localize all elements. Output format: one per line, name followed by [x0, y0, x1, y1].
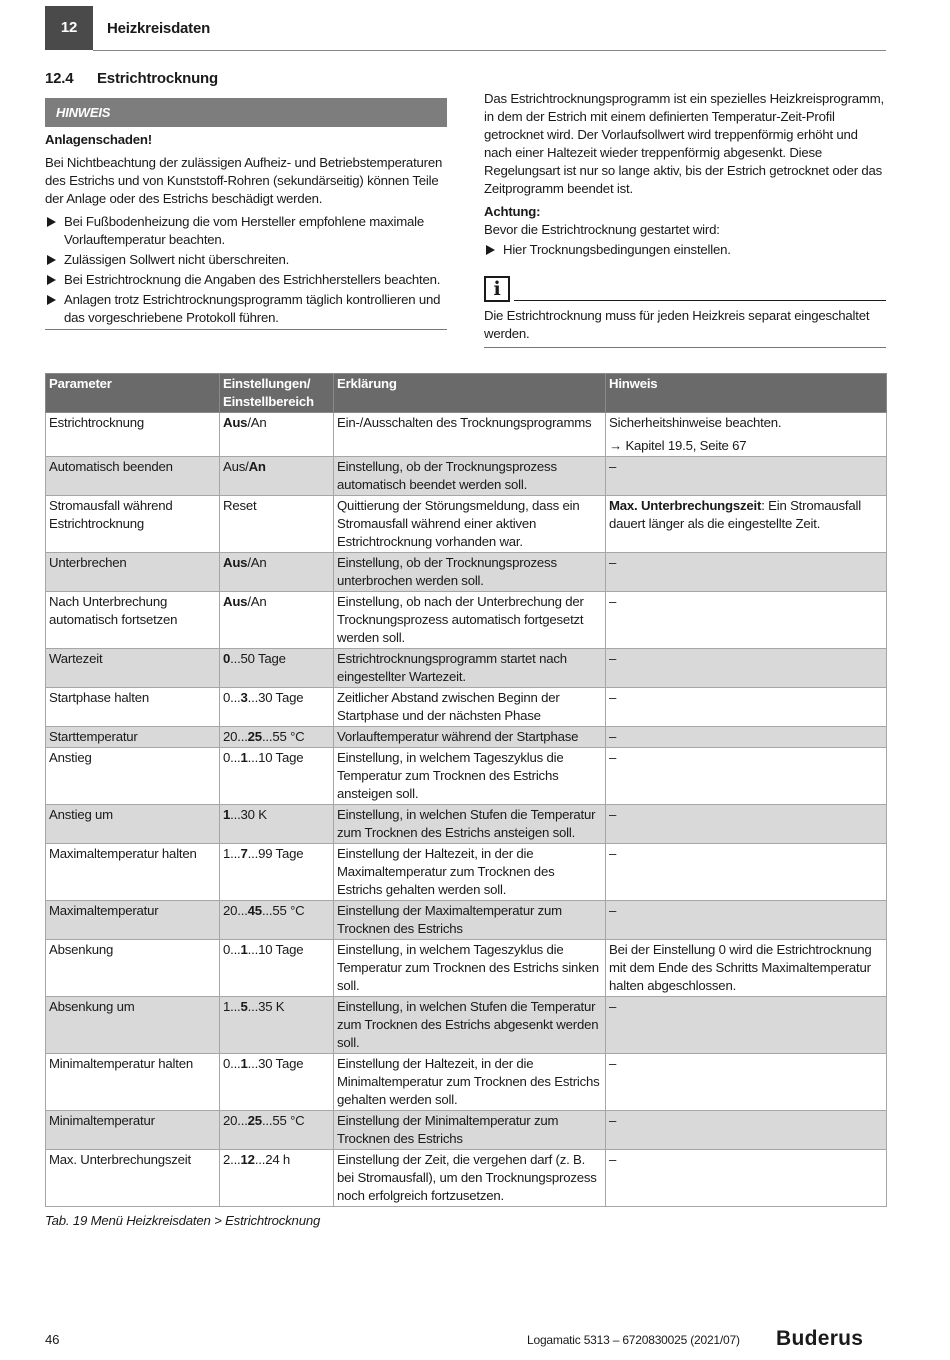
note-text: – — [609, 459, 617, 474]
cell-note — [606, 997, 887, 1054]
cell-explanation — [334, 901, 606, 940]
explanation-text: Einstellung, ob nach der Unterbrechung der Trocknungsprozess automatisch fortgesetzt werden soll. — [337, 594, 584, 645]
cell-note — [606, 649, 887, 688]
bullet-triangle-icon — [47, 217, 56, 227]
attention-bullets — [484, 241, 886, 259]
table-caption: Tab. 19 Menü Heizkreisdaten > Estrichtrocknung — [45, 1213, 321, 1228]
parameter-text: Absenkung — [49, 942, 114, 957]
setting-suffix: ...24 h — [254, 1152, 291, 1167]
cell-explanation — [334, 805, 606, 844]
cell-explanation — [334, 592, 606, 649]
table-row — [46, 901, 887, 940]
cell-note — [606, 901, 887, 940]
cell-explanation — [334, 496, 606, 553]
intro-text: Das Estrichtrocknungsprogramm ist ein spezielles Heizkreisprogramm, in dem der Estrich mit einem definierten Temperatur-Zeit-Profil getrocknet wird. Der Vorlaufsollwert wird treppenförmig erhöht und nach einer Haltezeit wieder treppenförmig abgesenkt. Diese Regelungsart ist nur so lange aktiv, bis der Estrich getrocknet oder das Zeitprogramm beendet ist. — [484, 91, 884, 196]
chapter-title: Heizkreisdaten — [107, 20, 211, 37]
note-emphasis: Max. Unterbrechungszeit — [609, 498, 762, 513]
cell-setting — [220, 496, 334, 553]
document-id: Logamatic 5313 – 6720830025 (2021/07) — [527, 1333, 740, 1347]
parameter-text: Startphase halten — [49, 690, 149, 705]
setting-prefix: 0... — [223, 690, 241, 705]
note-text: – — [609, 651, 617, 666]
setting-default: 5 — [240, 999, 248, 1014]
explanation-text: Einstellung, in welchen Stufen die Temperatur zum Trocknen des Estrichs ansteigen soll. — [337, 807, 596, 840]
explanation-text: Einstellung, ob der Trocknungsprozess automatisch beendet werden soll. — [337, 459, 557, 492]
setting-default: 45 — [247, 903, 262, 918]
cell-setting — [220, 844, 334, 901]
cell-parameter — [46, 688, 220, 727]
parameter-table — [45, 373, 887, 1207]
cell-parameter — [46, 457, 220, 496]
cell-setting — [220, 1111, 334, 1150]
table-row — [46, 457, 887, 496]
explanation-text: Einstellung der Haltezeit, in der die Maximaltemperatur zum Trocknen des Estrichs gehalten werden soll. — [337, 846, 555, 897]
cell-setting — [220, 553, 334, 592]
notice-bullet — [45, 251, 447, 269]
parameter-text: Maximaltemperatur halten — [49, 846, 197, 861]
info-icon: i — [484, 276, 510, 302]
cell-note — [606, 805, 887, 844]
cell-note — [606, 1054, 887, 1111]
setting-suffix: ...35 K — [247, 999, 285, 1014]
setting-suffix: ...10 Tage — [247, 942, 304, 957]
cell-parameter — [46, 592, 220, 649]
setting-prefix: Aus/ — [223, 459, 249, 474]
parameter-text: Nach Unterbrechung automatisch fortsetzen — [49, 594, 178, 627]
attention-title: Achtung: — [484, 204, 541, 219]
parameter-text: Minimaltemperatur — [49, 1113, 155, 1128]
cell-setting — [220, 940, 334, 997]
notice-block — [45, 128, 447, 329]
parameter-text: Max. Unterbrechungszeit — [49, 1152, 191, 1167]
parameter-text: Unterbrechen — [49, 555, 127, 570]
table-row — [46, 805, 887, 844]
setting-suffix: /An — [247, 415, 267, 430]
explanation-text: Vorlauftemperatur während der Startphase — [337, 729, 579, 744]
parameter-text: Starttemperatur — [49, 729, 138, 744]
notice-bullet — [45, 213, 447, 249]
info-text: Die Estrichtrocknung muss für jeden Heizkreis separat eingeschaltet werden. — [484, 308, 870, 341]
cell-parameter — [46, 940, 220, 997]
note-text: – — [609, 903, 617, 918]
note-text: – — [609, 846, 617, 861]
note-text: – — [609, 1113, 617, 1128]
table-body — [46, 413, 887, 1207]
cell-setting — [220, 997, 334, 1054]
parameter-text: Maximaltemperatur — [49, 903, 159, 918]
setting-prefix: 2... — [223, 1152, 241, 1167]
explanation-text: Estrichtrocknungsprogramm startet nach eingestellter Wartezeit. — [337, 651, 567, 684]
cell-explanation — [334, 553, 606, 592]
notice-label: HINWEIS — [45, 98, 447, 127]
explanation-text: Einstellung, in welchem Tageszyklus die Temperatur zum Trocknen des Estrichs ansteigen soll. — [337, 750, 564, 801]
parameter-text: Wartezeit — [49, 651, 103, 666]
cell-setting — [220, 688, 334, 727]
cell-explanation — [334, 997, 606, 1054]
table-row — [46, 748, 887, 805]
cell-parameter — [46, 997, 220, 1054]
setting-default: Aus — [223, 594, 248, 609]
table-row — [46, 592, 887, 649]
cell-note — [606, 844, 887, 901]
cell-explanation — [334, 1150, 606, 1207]
info-rule-bottom — [484, 347, 886, 348]
note-text: – — [609, 555, 617, 570]
cell-setting — [220, 1054, 334, 1111]
cell-explanation — [334, 1054, 606, 1111]
cell-explanation — [334, 940, 606, 997]
buderus-logo: Buderus — [776, 1327, 864, 1350]
note-text: – — [609, 1152, 617, 1167]
note-text: : Ein Stromausfall dauert länger als die eingestellte Zeit. — [609, 498, 861, 531]
table-row — [46, 1111, 887, 1150]
note-text: – — [609, 1056, 617, 1071]
note-text: – — [609, 594, 617, 609]
explanation-text: Zeitlicher Abstand zwischen Beginn der Startphase und der nächsten Phase — [337, 690, 560, 723]
attention-bullet-text: Hier Trocknungsbedingungen einstellen. — [503, 242, 731, 257]
cell-setting — [220, 649, 334, 688]
setting-default: 3 — [240, 690, 248, 705]
cell-setting — [220, 592, 334, 649]
notice-bullet-text: Zulässigen Sollwert nicht überschreiten. — [64, 252, 290, 267]
cell-explanation — [334, 413, 606, 457]
info-rule-top — [514, 300, 886, 301]
cell-note — [606, 496, 887, 553]
parameter-text: Anstieg — [49, 750, 92, 765]
notice-rule — [45, 329, 447, 330]
cell-explanation — [334, 1111, 606, 1150]
cell-parameter — [46, 1054, 220, 1111]
setting-suffix: ...55 °C — [261, 1113, 305, 1128]
section-heading — [45, 70, 218, 88]
bullet-triangle-icon — [47, 275, 56, 285]
explanation-text: Einstellung der Maximaltemperatur zum Trocknen des Estrichs — [337, 903, 562, 936]
setting-default: 1 — [240, 942, 248, 957]
note-text: – — [609, 750, 617, 765]
explanation-text: Quittierung der Störungsmeldung, dass ein Stromausfall während einer aktiven Estrichtrocknung vorhanden war. — [337, 498, 580, 549]
cell-note — [606, 940, 887, 997]
setting-prefix: 0... — [223, 1056, 241, 1071]
notice-bullet-text: Anlagen trotz Estrichtrocknungsprogramm täglich kontrollieren und das vorgeschriebene Protokoll führen. — [64, 292, 441, 325]
explanation-text: Einstellung, in welchem Tageszyklus die Temperatur zum Trocknen des Estrichs sinken soll. — [337, 942, 599, 993]
header-note: Hinweis — [606, 374, 887, 413]
setting-suffix: ...10 Tage — [247, 750, 304, 765]
setting-default: 7 — [240, 846, 248, 861]
cell-note — [606, 1150, 887, 1207]
explanation-text: Einstellung, ob der Trocknungsprozess unterbrochen werden soll. — [337, 555, 557, 588]
cell-parameter — [46, 901, 220, 940]
cell-setting — [220, 1150, 334, 1207]
cell-parameter — [46, 496, 220, 553]
table-row — [46, 688, 887, 727]
explanation-text: Einstellung der Zeit, die vergehen darf (z. B. bei Stromausfall), um den Trocknungsprozess noch erfolgreich fortzusetzen. — [337, 1152, 597, 1203]
setting-suffix: ...30 Tage — [247, 690, 304, 705]
bullet-triangle-icon — [486, 245, 495, 255]
notice-bullet-text: Bei Fußbodenheizung die vom Hersteller empfohlene maximale Vorlauftemperatur beachten. — [64, 214, 425, 247]
parameter-text: Absenkung um — [49, 999, 135, 1014]
cell-parameter — [46, 805, 220, 844]
setting-suffix: ...55 °C — [261, 903, 305, 918]
table-row — [46, 1054, 887, 1111]
parameter-text: Anstieg um — [49, 807, 113, 822]
cell-explanation — [334, 727, 606, 748]
note-text: – — [609, 729, 617, 744]
setting-default: Aus — [223, 415, 248, 430]
table-row — [46, 553, 887, 592]
cell-setting — [220, 727, 334, 748]
cell-setting — [220, 901, 334, 940]
table-row — [46, 997, 887, 1054]
cell-setting — [220, 413, 334, 457]
parameter-text: Estrichtrocknung — [49, 415, 145, 430]
cell-parameter — [46, 748, 220, 805]
bullet-triangle-icon — [47, 295, 56, 305]
cell-parameter — [46, 727, 220, 748]
header-settings: Einstellungen/ Einstellbereich — [220, 374, 334, 413]
cell-explanation — [334, 457, 606, 496]
cell-parameter — [46, 553, 220, 592]
setting-suffix: ...30 K — [230, 807, 267, 822]
cell-note — [606, 592, 887, 649]
note-text: – — [609, 807, 617, 822]
setting-default: Aus — [223, 555, 248, 570]
notice-body: Bei Nichtbeachtung der zulässigen Aufheiz- und Betriebstemperaturen des Estrichs und von Kunststoff-Rohren (sekundärseitig) können Teile der Anlage oder des Estrichs beschädigt werden. — [45, 155, 443, 206]
setting-default: 1 — [240, 750, 248, 765]
cell-note — [606, 457, 887, 496]
chapter-number: 12 — [45, 6, 93, 50]
bullet-triangle-icon — [47, 255, 56, 265]
setting-prefix: 1... — [223, 846, 241, 861]
setting-suffix: /An — [247, 555, 267, 570]
explanation-text: Einstellung der Minimaltemperatur zum Trocknen des Estrichs — [337, 1113, 559, 1146]
setting-default: 25 — [247, 729, 262, 744]
header-parameter: Parameter — [46, 374, 220, 413]
notice-bullet-text: Bei Estrichtrocknung die Angaben des Estrichherstellers beachten. — [64, 272, 441, 287]
notice-bullet — [45, 291, 447, 327]
cell-note — [606, 727, 887, 748]
setting-suffix: /An — [247, 594, 267, 609]
table-header-row — [46, 374, 887, 413]
parameter-text: Minimaltemperatur halten — [49, 1056, 193, 1071]
setting-prefix: 1... — [223, 999, 241, 1014]
intro-block — [484, 90, 886, 261]
cell-parameter — [46, 649, 220, 688]
table-row — [46, 496, 887, 553]
cell-explanation — [334, 748, 606, 805]
note-text: – — [609, 690, 617, 705]
setting-default: 0 — [223, 651, 231, 666]
note-text: Sicherheitshinweise beachten. — [609, 415, 782, 430]
section-title: Estrichtrocknung — [97, 70, 218, 87]
note-text: – — [609, 999, 617, 1014]
setting-prefix: Reset — [223, 498, 257, 513]
parameter-text: Stromausfall während Estrichtrocknung — [49, 498, 173, 531]
cell-setting — [220, 457, 334, 496]
setting-default: 1 — [240, 1056, 248, 1071]
notice-bullet — [45, 271, 447, 289]
header-rule — [93, 50, 886, 51]
cell-note — [606, 1111, 887, 1150]
explanation-text: Ein-/Ausschalten des Trocknungsprogramms — [337, 415, 592, 430]
setting-prefix: 0... — [223, 942, 241, 957]
page-number: 46 — [45, 1332, 60, 1347]
notice-bullets — [45, 213, 447, 327]
note-text: Bei der Einstellung 0 wird die Estrichtrocknung mit dem Ende des Schritts Maximaltemperatur halten abgeschlossen. — [609, 942, 872, 993]
setting-prefix: 20... — [223, 729, 248, 744]
setting-prefix: 20... — [223, 1113, 248, 1128]
header-explanation: Erklärung — [334, 374, 606, 413]
cell-parameter — [46, 844, 220, 901]
cell-parameter — [46, 413, 220, 457]
parameter-text: Automatisch beenden — [49, 459, 173, 474]
cell-note — [606, 553, 887, 592]
info-header — [484, 276, 886, 302]
setting-suffix: ...99 Tage — [247, 846, 304, 861]
cell-note — [606, 413, 887, 457]
table-row — [46, 413, 887, 457]
setting-suffix: ...55 °C — [261, 729, 305, 744]
setting-default: 1 — [223, 807, 231, 822]
setting-default: An — [248, 459, 266, 474]
chapter-reference-link[interactable]: → Kapitel 19.5, Seite 67 — [609, 438, 747, 453]
setting-default: 25 — [247, 1113, 262, 1128]
table-row — [46, 649, 887, 688]
table-row — [46, 727, 887, 748]
cell-note — [606, 748, 887, 805]
setting-suffix: ...30 Tage — [247, 1056, 304, 1071]
cell-setting — [220, 805, 334, 844]
cell-note — [606, 688, 887, 727]
section-number: 12.4 — [45, 70, 74, 87]
table-row — [46, 844, 887, 901]
attention-text: Bevor die Estrichtrocknung gestartet wird: — [484, 222, 720, 237]
cell-parameter — [46, 1150, 220, 1207]
cell-explanation — [334, 844, 606, 901]
setting-suffix: ...50 Tage — [230, 651, 286, 666]
cell-setting — [220, 748, 334, 805]
setting-default: 12 — [240, 1152, 255, 1167]
cell-explanation — [334, 688, 606, 727]
notice-title: Anlagenschaden! — [45, 132, 152, 147]
attention-bullet — [484, 241, 886, 259]
setting-prefix: 20... — [223, 903, 248, 918]
setting-prefix: 0... — [223, 750, 241, 765]
cell-explanation — [334, 649, 606, 688]
cell-parameter — [46, 1111, 220, 1150]
table-row — [46, 1150, 887, 1207]
explanation-text: Einstellung der Haltezeit, in der die Minimaltemperatur zum Trocknen des Estrichs gehalten werden soll. — [337, 1056, 600, 1107]
explanation-text: Einstellung, in welchen Stufen die Temperatur zum Trocknen des Estrichs abgesenkt werden soll. — [337, 999, 599, 1050]
table-row — [46, 940, 887, 997]
